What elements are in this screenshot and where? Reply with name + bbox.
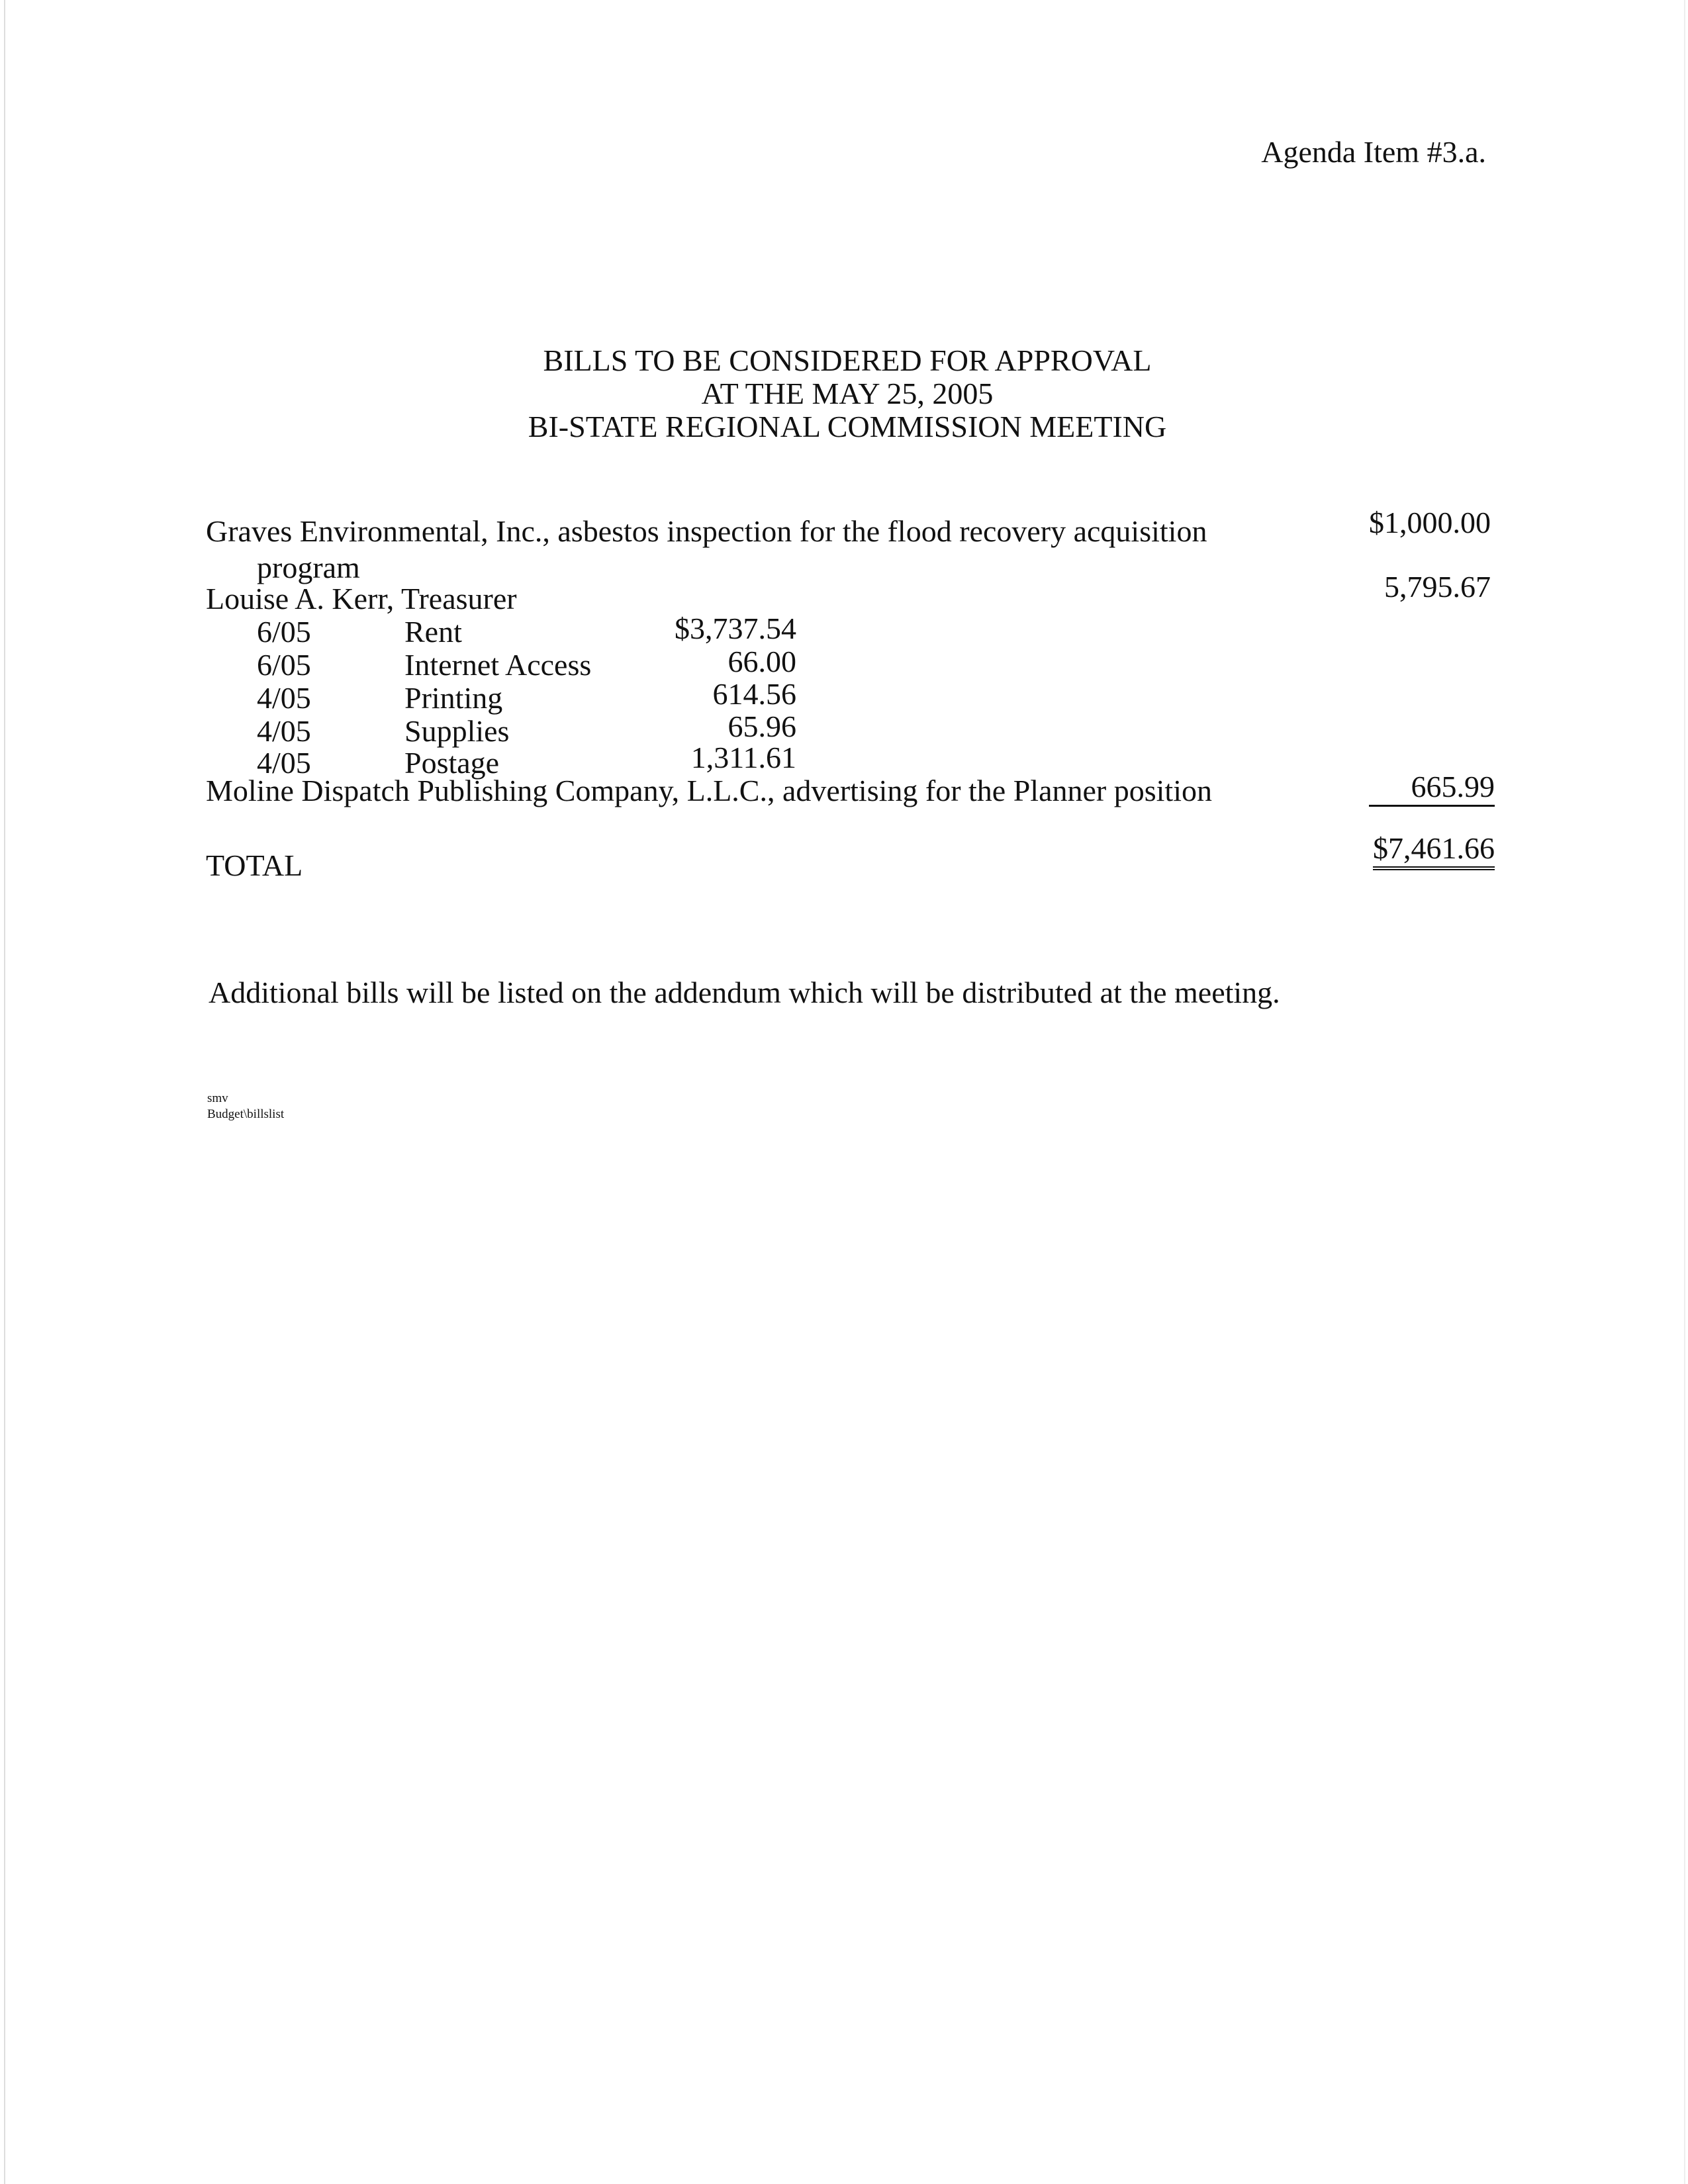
item-date: 6/05 [257, 615, 311, 649]
item-date: 4/05 [257, 681, 311, 715]
item-date: 4/05 [257, 714, 311, 748]
item-amount: 66.00 [727, 645, 796, 678]
addendum-note: Additional bills will be listed on the addendum which will be distributed at the meeting. [209, 976, 1280, 1009]
item-description: Supplies [404, 714, 510, 748]
title-line-2: AT THE MAY 25, 2005 [701, 377, 994, 410]
scan-edge-left [0, 0, 5, 2184]
scan-edge-right [1684, 0, 1688, 2184]
bill-payee-graves-cont: program [257, 551, 360, 584]
item-amount: 65.96 [727, 709, 796, 743]
bill-payee-moline: Moline Dispatch Publishing Company, L.L.C., advertising for the Planner position [206, 774, 1212, 807]
agenda-item-label: Agenda Item #3.a. [1261, 135, 1486, 169]
title-line-3: BI-STATE REGIONAL COMMISSION MEETING [528, 410, 1167, 443]
footer-initials: smv [207, 1091, 228, 1105]
item-amount: $3,737.54 [675, 612, 796, 645]
bill-amount-moline: 665.99 [1369, 770, 1495, 807]
total-amount: $7,461.66 [1373, 832, 1495, 870]
bill-payee-kerr: Louise A. Kerr, Treasurer [206, 582, 517, 615]
item-description: Rent [404, 615, 462, 649]
item-description: Internet Access [404, 648, 592, 682]
title-line-1: BILLS TO BE CONSIDERED FOR APPROVAL [543, 343, 1152, 377]
item-description: Postage [404, 746, 500, 780]
item-description: Printing [404, 681, 503, 715]
bill-amount-graves: $1,000.00 [1369, 506, 1491, 539]
item-date: 4/05 [257, 746, 311, 780]
item-amount: 614.56 [712, 677, 796, 711]
footer-file-path: Budget\billslist [207, 1107, 285, 1121]
item-amount: 1,311.61 [690, 741, 796, 774]
total-label: TOTAL [206, 848, 303, 882]
bill-amount-kerr: 5,795.67 [1384, 570, 1491, 604]
item-date: 6/05 [257, 648, 311, 682]
bill-payee-graves: Graves Environmental, Inc., asbestos inspection for the flood recovery acquisition [206, 514, 1207, 548]
